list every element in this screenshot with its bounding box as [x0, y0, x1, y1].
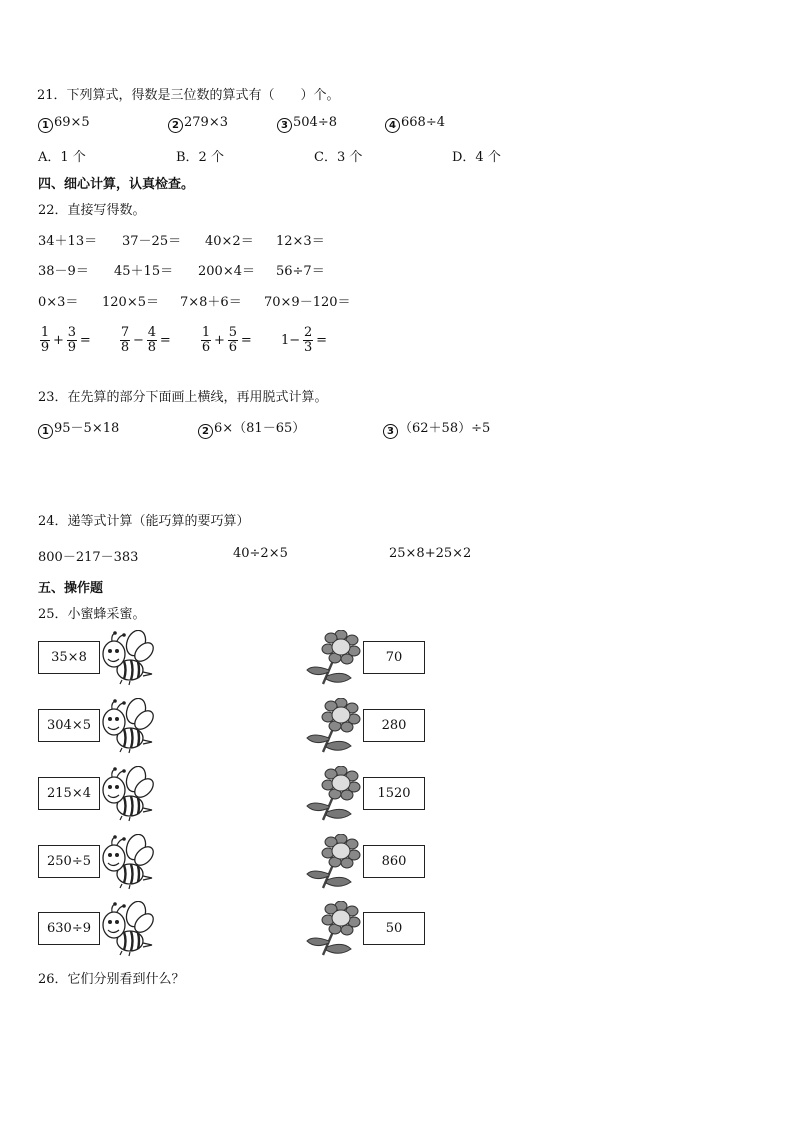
q21-expr-4: 4 668÷4 — [385, 115, 445, 133]
q21-choice-a: A．1 个 — [38, 150, 86, 165]
q22-r2-c3: 200×4＝ — [198, 264, 255, 279]
bee-expr-box: 215×4 — [38, 777, 100, 810]
circled-number: 2 — [198, 424, 213, 439]
q23-item-3: 3 （62＋58）÷5 — [383, 417, 490, 439]
bee-icon — [100, 766, 156, 822]
q21-expr-2: 2 279×3 — [168, 115, 228, 133]
q24-item-2: 40÷2×5 — [233, 546, 288, 561]
q25-title: 25．小蜜蜂采蜜。 — [38, 607, 146, 622]
q23-item-2: 2 6×（81－65） — [198, 417, 305, 439]
flower-value-box: 1520 — [363, 777, 425, 810]
bee-icon — [100, 834, 156, 890]
flower-value-box: 280 — [363, 709, 425, 742]
q22-r3-c3: 7×8＋6＝ — [180, 295, 242, 310]
flower-icon — [305, 901, 361, 957]
q22-fraction-1: $\frac{1}{9}$ + $\frac{3}{9}$ = — [40, 325, 91, 355]
q22-title: 22．直接写得数。 — [38, 203, 146, 218]
bee-expr-box: 250÷5 — [38, 845, 100, 878]
q24-title: 24．递等式计算（能巧算的要巧算） — [38, 514, 250, 529]
bee-expr-box: 630÷9 — [38, 912, 100, 945]
q23-item-1: 1 95－5×18 — [38, 417, 119, 439]
q26-title: 26．它们分别看到什么？ — [38, 972, 185, 987]
q22-r2-c4: 56÷7＝ — [276, 264, 325, 279]
bee-expr-box: 304×5 — [38, 709, 100, 742]
q22-fraction-2: $\frac{7}{8}$ − $\frac{4}{8}$ = — [120, 325, 171, 355]
flower-icon — [305, 698, 361, 754]
q22-r1-c2: 37－25＝ — [122, 234, 182, 249]
q22-r1-c1: 34＋13＝ — [38, 234, 98, 249]
flower-value-box: 50 — [363, 912, 425, 945]
section-4-heading: 四、细心计算，认真检查。 — [38, 177, 195, 192]
q22-fraction-3: $\frac{1}{6}$ + $\frac{5}{6}$ = — [201, 325, 252, 355]
circled-number: 2 — [168, 118, 183, 133]
q23-title: 23．在先算的部分下面画上横线，再用脱式计算。 — [38, 390, 328, 405]
flower-icon — [305, 834, 361, 890]
q22-fraction-4: 1− $\frac{2}{3}$ = — [281, 325, 328, 355]
q22-r1-c4: 12×3＝ — [276, 234, 325, 249]
circled-number: 1 — [38, 118, 53, 133]
circled-number: 3 — [383, 424, 398, 439]
flower-value-box: 860 — [363, 845, 425, 878]
q22-r2-c2: 45＋15＝ — [114, 264, 174, 279]
q22-r1-c3: 40×2＝ — [205, 234, 254, 249]
bee-icon — [100, 698, 156, 754]
q21-choice-c: C．3 个 — [314, 150, 363, 165]
q21-title: 21．下列算式，得数是三位数的算式有（ ）个。 — [37, 88, 340, 103]
q21-expr-1: 1 69×5 — [38, 115, 90, 133]
flower-icon — [305, 766, 361, 822]
bee-expr-box: 35×8 — [38, 641, 100, 674]
q21-choice-d: D．4 个 — [452, 150, 501, 165]
q21-expr-3: 3 504÷8 — [277, 115, 337, 133]
bee-icon — [100, 901, 156, 957]
q21-choice-b: B．2 个 — [176, 150, 224, 165]
q22-r3-c2: 120×5＝ — [102, 295, 159, 310]
circled-number: 4 — [385, 118, 400, 133]
q24-item-1: 800－217－383 — [38, 550, 139, 565]
section-5-heading: 五、操作题 — [38, 581, 104, 596]
flower-value-box: 70 — [363, 641, 425, 674]
flower-icon — [305, 630, 361, 686]
q24-item-3: 25×8+25×2 — [389, 546, 472, 561]
circled-number: 3 — [277, 118, 292, 133]
q22-r3-c1: 0×3＝ — [38, 295, 79, 310]
q22-r3-c4: 70×9－120＝ — [264, 295, 351, 310]
circled-number: 1 — [38, 424, 53, 439]
bee-icon — [100, 630, 156, 686]
q22-r2-c1: 38－9＝ — [38, 264, 89, 279]
